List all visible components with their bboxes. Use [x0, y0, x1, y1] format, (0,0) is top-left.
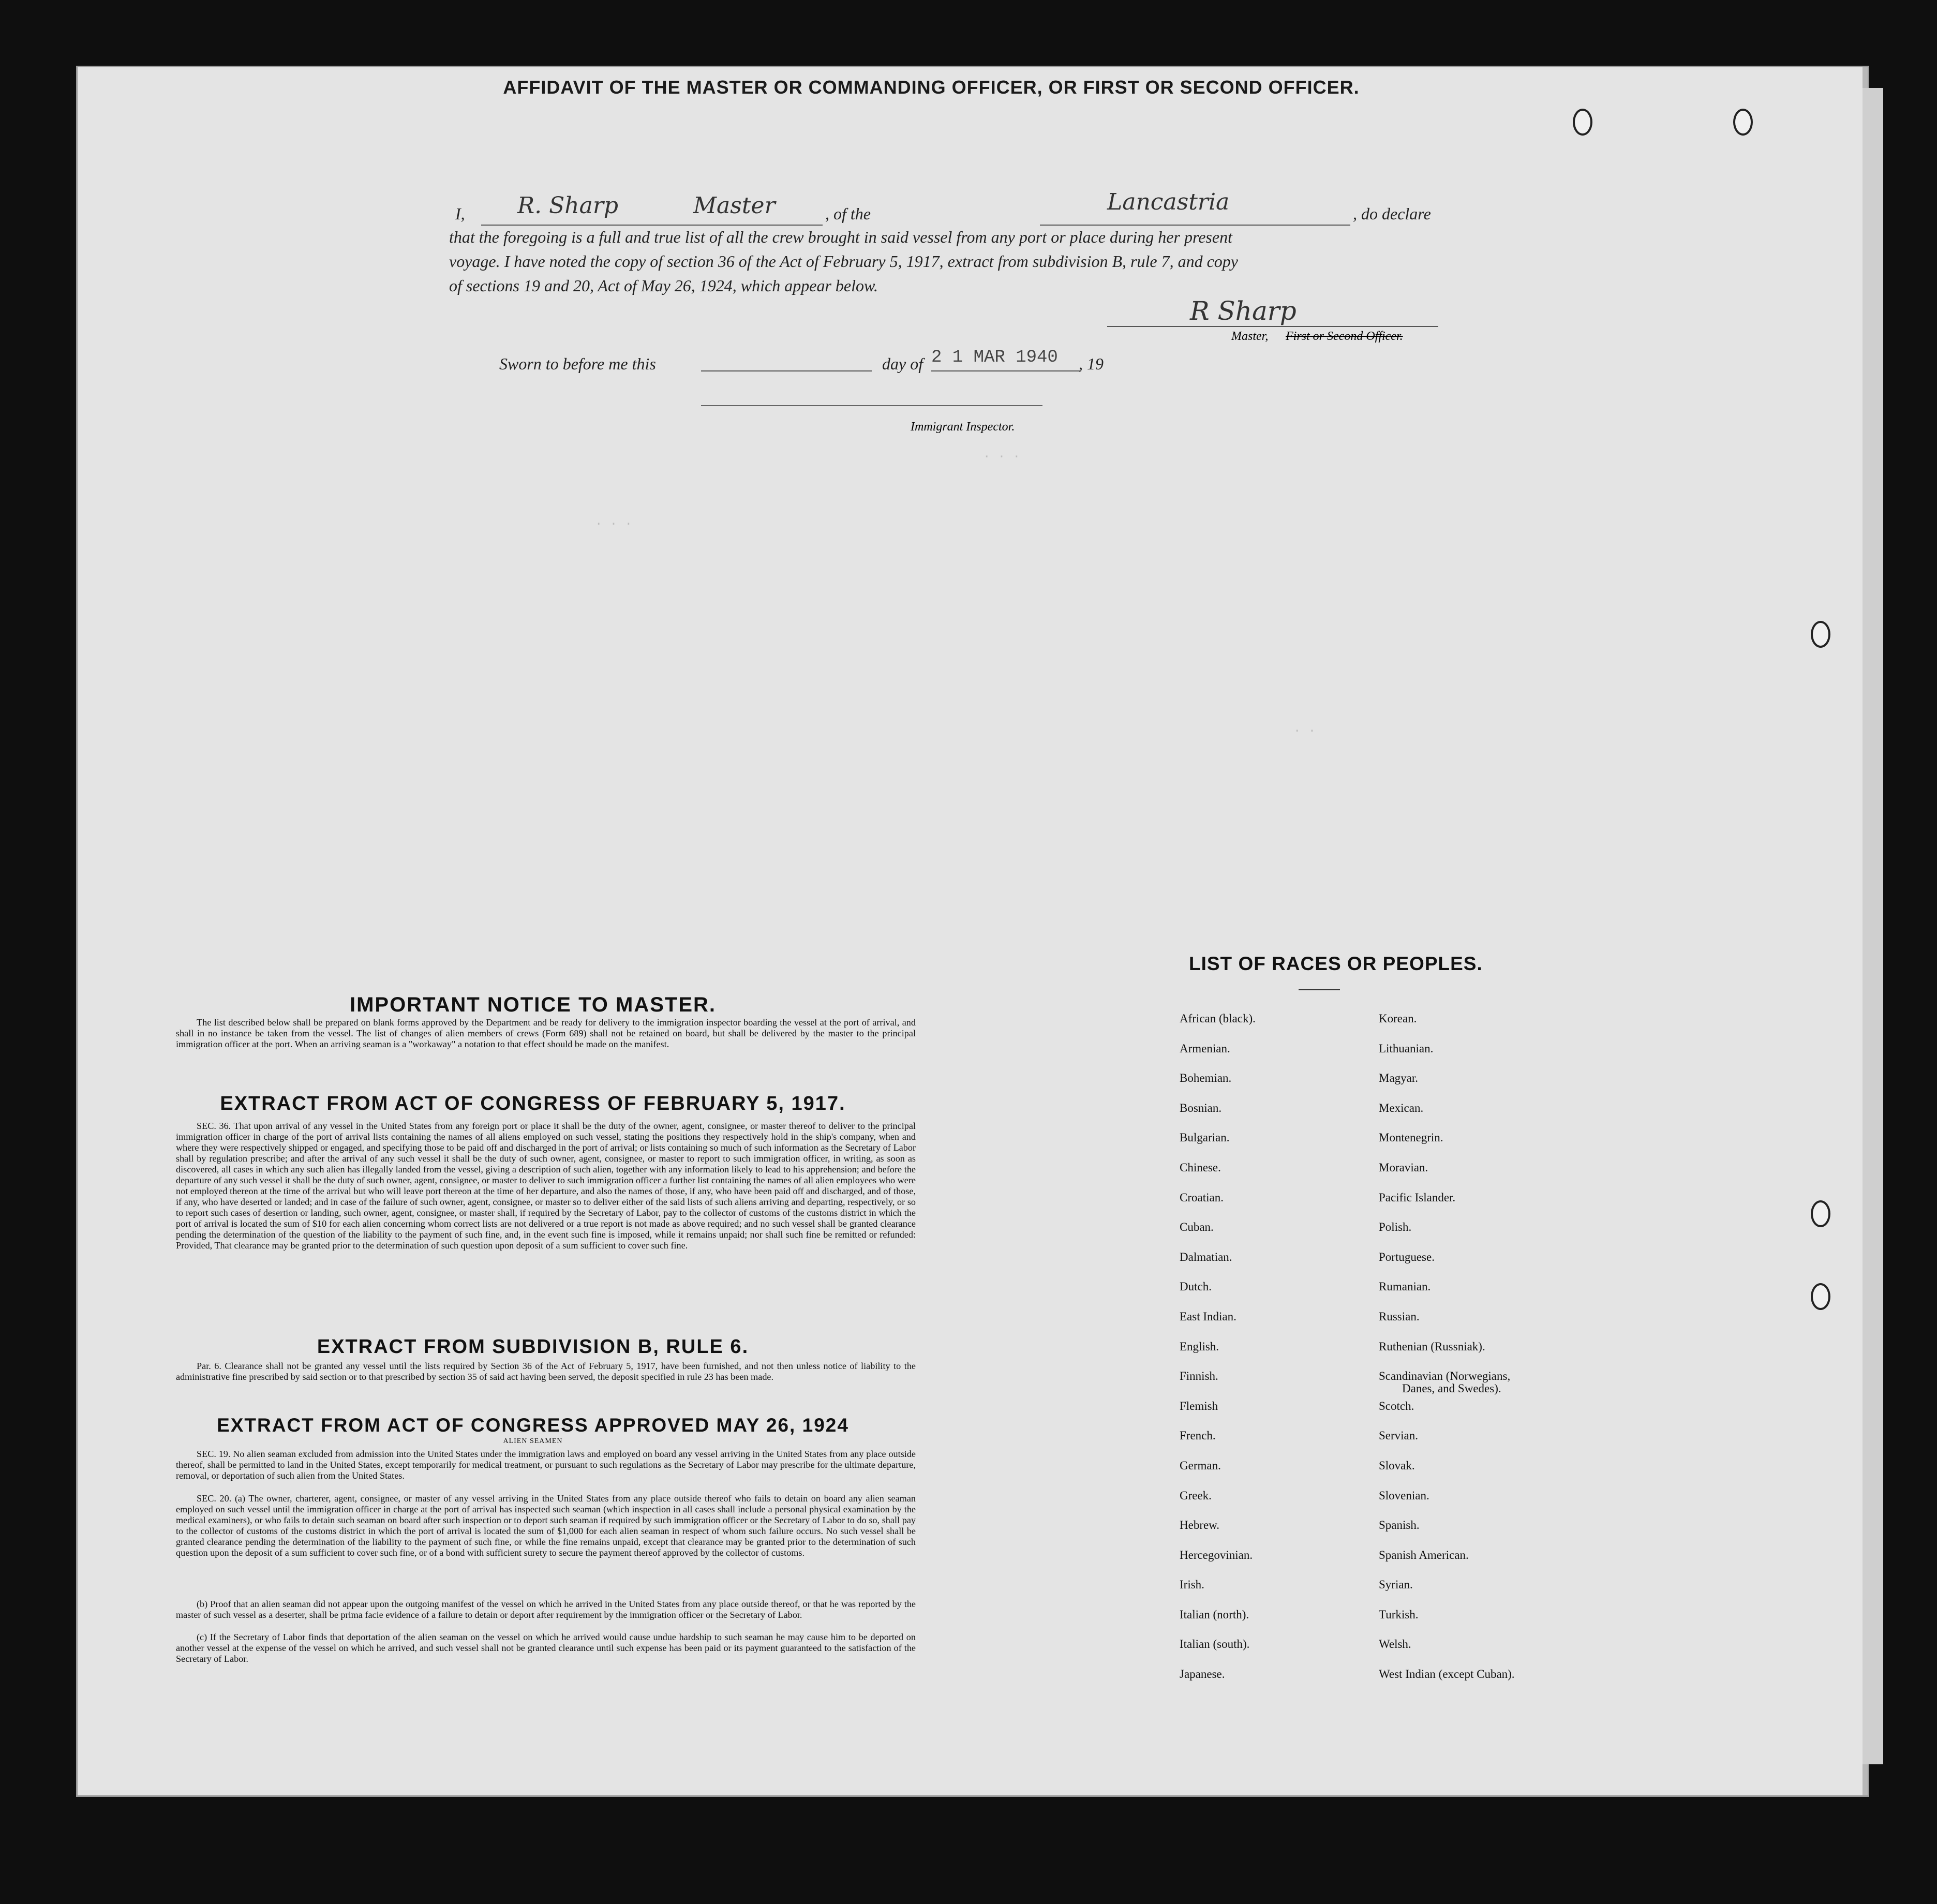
- races-title: LIST OF RACES OR PEOPLES.: [1189, 953, 1483, 974]
- race-item: Welsh.: [1379, 1638, 1411, 1651]
- races-title-rule: [1299, 989, 1340, 990]
- race-item: German.: [1180, 1459, 1221, 1472]
- race-item: Slovak.: [1379, 1459, 1415, 1472]
- race-item-scandinavian: [1379, 1370, 1606, 1400]
- race-item: Korean.: [1379, 1012, 1417, 1025]
- race-item-line: Danes, and Swedes).: [1402, 1382, 1501, 1395]
- inspector-caption: Immigrant Inspector.: [911, 420, 1015, 434]
- race-item: Turkish.: [1379, 1608, 1419, 1621]
- race-item: Servian.: [1379, 1429, 1419, 1442]
- punch-hole: [1811, 621, 1830, 648]
- notice-title: IMPORTANT NOTICE TO MASTER.: [349, 993, 717, 1016]
- race-item: French.: [1180, 1429, 1216, 1442]
- declarant-name: R. Sharp: [517, 192, 619, 219]
- race-item: Moravian.: [1379, 1161, 1428, 1174]
- race-item: Cuban.: [1180, 1221, 1214, 1234]
- inspector-signature-line: [701, 405, 1042, 406]
- race-item: Spanish American.: [1379, 1548, 1469, 1561]
- race-item: Croatian.: [1180, 1191, 1224, 1204]
- race-item: Flemish: [1180, 1399, 1218, 1412]
- notice-text: The list described below shall be prepared on blank forms approved by the Department and be ready for delivery to the immigration inspector boarding the vessel at the port of arrival, and shall in no instance be taken from the vessel. The list of changes of alien members of crews (Form 689) shall not be retained on board, but shall be delivered by the master to the principal immigration officer at the port. When an arriving seaman is a "workaway" a notation to that effect should be made on the manifest.: [176, 1017, 916, 1049]
- extract-rule6-text: Par. 6. Clearance shall not be granted any vessel until the lists required by Section 36 of the Act of February 5, 1917, have been furnished, and not then unless notice of liability to the administrative fine prescribed by said section or to that prescribed by section 35 of said act having been served, the deposit specified in rule 23 has been made.: [176, 1361, 916, 1382]
- punch-hole: [1811, 1283, 1830, 1310]
- declarant-prefix: I,: [455, 204, 465, 223]
- race-item: Magyar.: [1379, 1072, 1419, 1085]
- date-stamp: 2 1 MAR 1940: [931, 348, 1058, 367]
- race-item: Spanish.: [1379, 1519, 1420, 1532]
- do-declare-text: , do declare: [1353, 204, 1431, 223]
- of-the-text: , of the: [825, 204, 871, 223]
- race-item: Russian.: [1379, 1310, 1420, 1323]
- race-item: West Indian (except Cuban).: [1379, 1668, 1515, 1681]
- race-item-line: Scandinavian (Norwegians,: [1379, 1370, 1511, 1383]
- race-item: African (black).: [1180, 1012, 1256, 1025]
- race-item: Hebrew.: [1180, 1519, 1220, 1532]
- extract-1924-sec19: SEC. 19. No alien seaman excluded from admission into the United States under the immigration laws and employed on board any vessel arriving in the United States from any place outside thereof, shall be permitted to land in the United States, except temporarily for medical treatment, or pursuant to such regulations as the Secretary of Labor may prescribe for the ultimate departure, removal, or deportation of such alien from the United States.: [176, 1449, 916, 1481]
- signature-caption-struck: First or Second Officer.: [1286, 330, 1403, 343]
- extract-1924-title: EXTRACT FROM ACT OF CONGRESS APPROVED MAY 26, 1924: [217, 1415, 849, 1436]
- punch-hole: [1811, 1200, 1830, 1227]
- race-item: Rumanian.: [1379, 1280, 1431, 1293]
- race-item: Polish.: [1379, 1221, 1412, 1234]
- races-right-column: [1379, 1013, 1606, 1698]
- year-prefix: , 19: [1079, 354, 1104, 373]
- race-item: Japanese.: [1180, 1668, 1225, 1681]
- race-item: Bulgarian.: [1180, 1131, 1230, 1144]
- race-item: Mexican.: [1379, 1101, 1424, 1114]
- race-item: Dutch.: [1180, 1280, 1212, 1293]
- extract-1924-sec20b: (b) Proof that an alien seaman did not appear upon the outgoing manifest of the vessel on which he arrived in the United States from any place outside thereof, or that he was reported by the master of such vessel as a deserter, shall be prima facie evidence of a failure to detain or deport after requirement by the immigration officer or the Secretary of Labor.: [176, 1599, 916, 1620]
- race-item: Pacific Islander.: [1379, 1191, 1456, 1204]
- sworn-text: Sworn to before me this: [499, 354, 656, 373]
- vessel-name: Lancastria: [1107, 189, 1230, 215]
- race-item: Armenian.: [1180, 1042, 1230, 1055]
- race-item: Italian (north).: [1180, 1608, 1249, 1621]
- extract-1917-title: EXTRACT FROM ACT OF CONGRESS OF FEBRUARY 5, 1917.: [220, 1093, 846, 1114]
- race-item: Italian (south).: [1180, 1638, 1250, 1651]
- page-edge: [1863, 88, 1883, 1764]
- race-item: Scotch.: [1379, 1399, 1414, 1412]
- race-item: Finnish.: [1180, 1370, 1218, 1383]
- affidavit-body-line-1: that the foregoing is a full and true list of all the crew brought in said vessel from any port or place during her present: [449, 228, 1232, 246]
- race-item: Dalmatian.: [1180, 1250, 1232, 1263]
- sworn-day-line: [701, 352, 872, 371]
- day-of-text: day of: [882, 354, 923, 373]
- race-item: Montenegrin.: [1379, 1131, 1443, 1144]
- race-item: Ruthenian (Russniak).: [1379, 1340, 1485, 1353]
- race-item: Greek.: [1180, 1489, 1212, 1502]
- race-item: Syrian.: [1379, 1578, 1413, 1591]
- affidavit-body-line-2: voyage. I have noted the copy of section 36 of the Act of February 5, 1917, extract from subdivision B, rule 7, and copy: [449, 252, 1238, 271]
- race-item: Irish.: [1180, 1578, 1204, 1591]
- race-item: Hercegovinian.: [1180, 1548, 1253, 1561]
- race-item: Chinese.: [1180, 1161, 1221, 1174]
- bleed-through-mark: · · ·: [983, 450, 1021, 464]
- race-item: East Indian.: [1180, 1310, 1236, 1323]
- extract-rule6-title: EXTRACT FROM SUBDIVISION B, RULE 6.: [317, 1336, 749, 1358]
- signature-caption-master: Master,: [1231, 330, 1269, 343]
- races-left-column: [1180, 1013, 1366, 1698]
- extract-1924-sec20c: (c) If the Secretary of Labor finds that deportation of the alien seaman on the vessel on which he arrived would cause undue hardship to such seaman he may cause him to be deported on another vessel at the expense of the vessel on which he arrived, and such vessel shall not be granted clearance until such expense has been paid or its payment guaranteed to the satisfaction of the Secretary of Labor.: [176, 1632, 916, 1664]
- race-item: Slovenian.: [1379, 1489, 1429, 1502]
- punch-hole: [1733, 109, 1753, 136]
- affidavit-body-line-3: of sections 19 and 20, Act of May 26, 1924, which appear below.: [449, 276, 878, 295]
- extract-1917-text: SEC. 36. That upon arrival of any vessel in the United States from any foreign port or place it shall be the duty of the owner, agent, consignee, or master thereof to deliver to the principal immigration officer in charge of the port of arrival lists containing the names of all aliens employed on such vessel, stating the positions they respectively hold in the ship's company, when and where they were respectively shipped or engaged, and specifying those to be paid off and discharged in the port of arrival; or lists containing so much of such information as the Secretary of Labor shall by regulation prescribe; and after the arrival of any such vessel it shall be the duty of such owner, agent, consignee, or master to report to such immigration officer, in writing, as soon as discovered, all cases in which any such alien has illegally landed from the vessel, giving a description of such alien, together with any information likely to lead to his apprehension; and before the departure of any such vessel it shall be the duty of such owner, agent, consignee, or master to deliver to such immigration officer a further list containing the names of all alien employees who were not employed thereon at the time of the arrival but who will leave port thereon at the time of her departure, and also the names of those, if any, who have been paid off and discharged, and of those, if any, who have deserted or landed; and in case of the failure of such owner, agent, consignee, or master so to deliver either of the said lists of such aliens arriving and departing, respectively, or so to report such cases of desertion or landing, such owner, agent, consignee, or master shall, if required by the Secretary of Labor, pay to the collector of customs of the customs district in which the port of arrival is located the sum of $10 for each alien concerning whom correct lists are not delivered or a true report is not made as above required; and no such vessel shall be granted clearance pending the determination of the question of the liability to the payment of such fine, and, in the event such fine is imposed, while it remains unpaid; nor shall such fine be remitted or refunded: Provided, That clearance may be granted prior to the determination of such question upon deposit of a sum sufficient to cover such fine.: [176, 1121, 916, 1251]
- affidavit-title: AFFIDAVIT OF THE MASTER OR COMMANDING OFFICER, OR FIRST OR SECOND OFFICER.: [503, 77, 1360, 98]
- declarant-rank: Master: [693, 192, 776, 219]
- extract-1924-subtitle: ALIEN SEAMEN: [503, 1437, 563, 1445]
- bleed-through-mark: · · ·: [595, 517, 633, 531]
- race-item: English.: [1180, 1340, 1219, 1353]
- race-item: Bosnian.: [1180, 1101, 1222, 1114]
- punch-hole: [1573, 109, 1592, 136]
- race-item: Lithuanian.: [1379, 1042, 1434, 1055]
- race-item: Portuguese.: [1379, 1250, 1435, 1263]
- extract-1924-sec20a: SEC. 20. (a) The owner, charterer, agent, consignee, or master of any vessel arriving in the United States from any place outside thereof who fails to detain on board any alien seaman employed on such vessel until the immigration officer in charge at the port of arrival has inspected such seaman (which inspection in all cases shall include a personal physical examination by the medical examiners), or who fails to detain such seaman on board after such inspection or to deport such seaman if required by such immigration officer or the Secretary of Labor to do so, shall pay to the collector of customs of the customs district in which the port of arrival is located the sum of $1,000 for each alien seaman in respect of whom such failure occurs. No such vessel shall be granted clearance pending the determination of the liability to the payment of such fine, or while the fine remains unpaid, except that clearance may be granted prior to the determination of such question upon the deposit of a sum sufficient to cover such fine, or of a bond with sufficient surety to secure the payment thereof approved by the collector of customs.: [176, 1493, 916, 1558]
- bleed-through-mark: · ·: [1293, 724, 1316, 738]
- race-item: Bohemian.: [1180, 1072, 1232, 1085]
- signature: R Sharp: [1190, 296, 1297, 326]
